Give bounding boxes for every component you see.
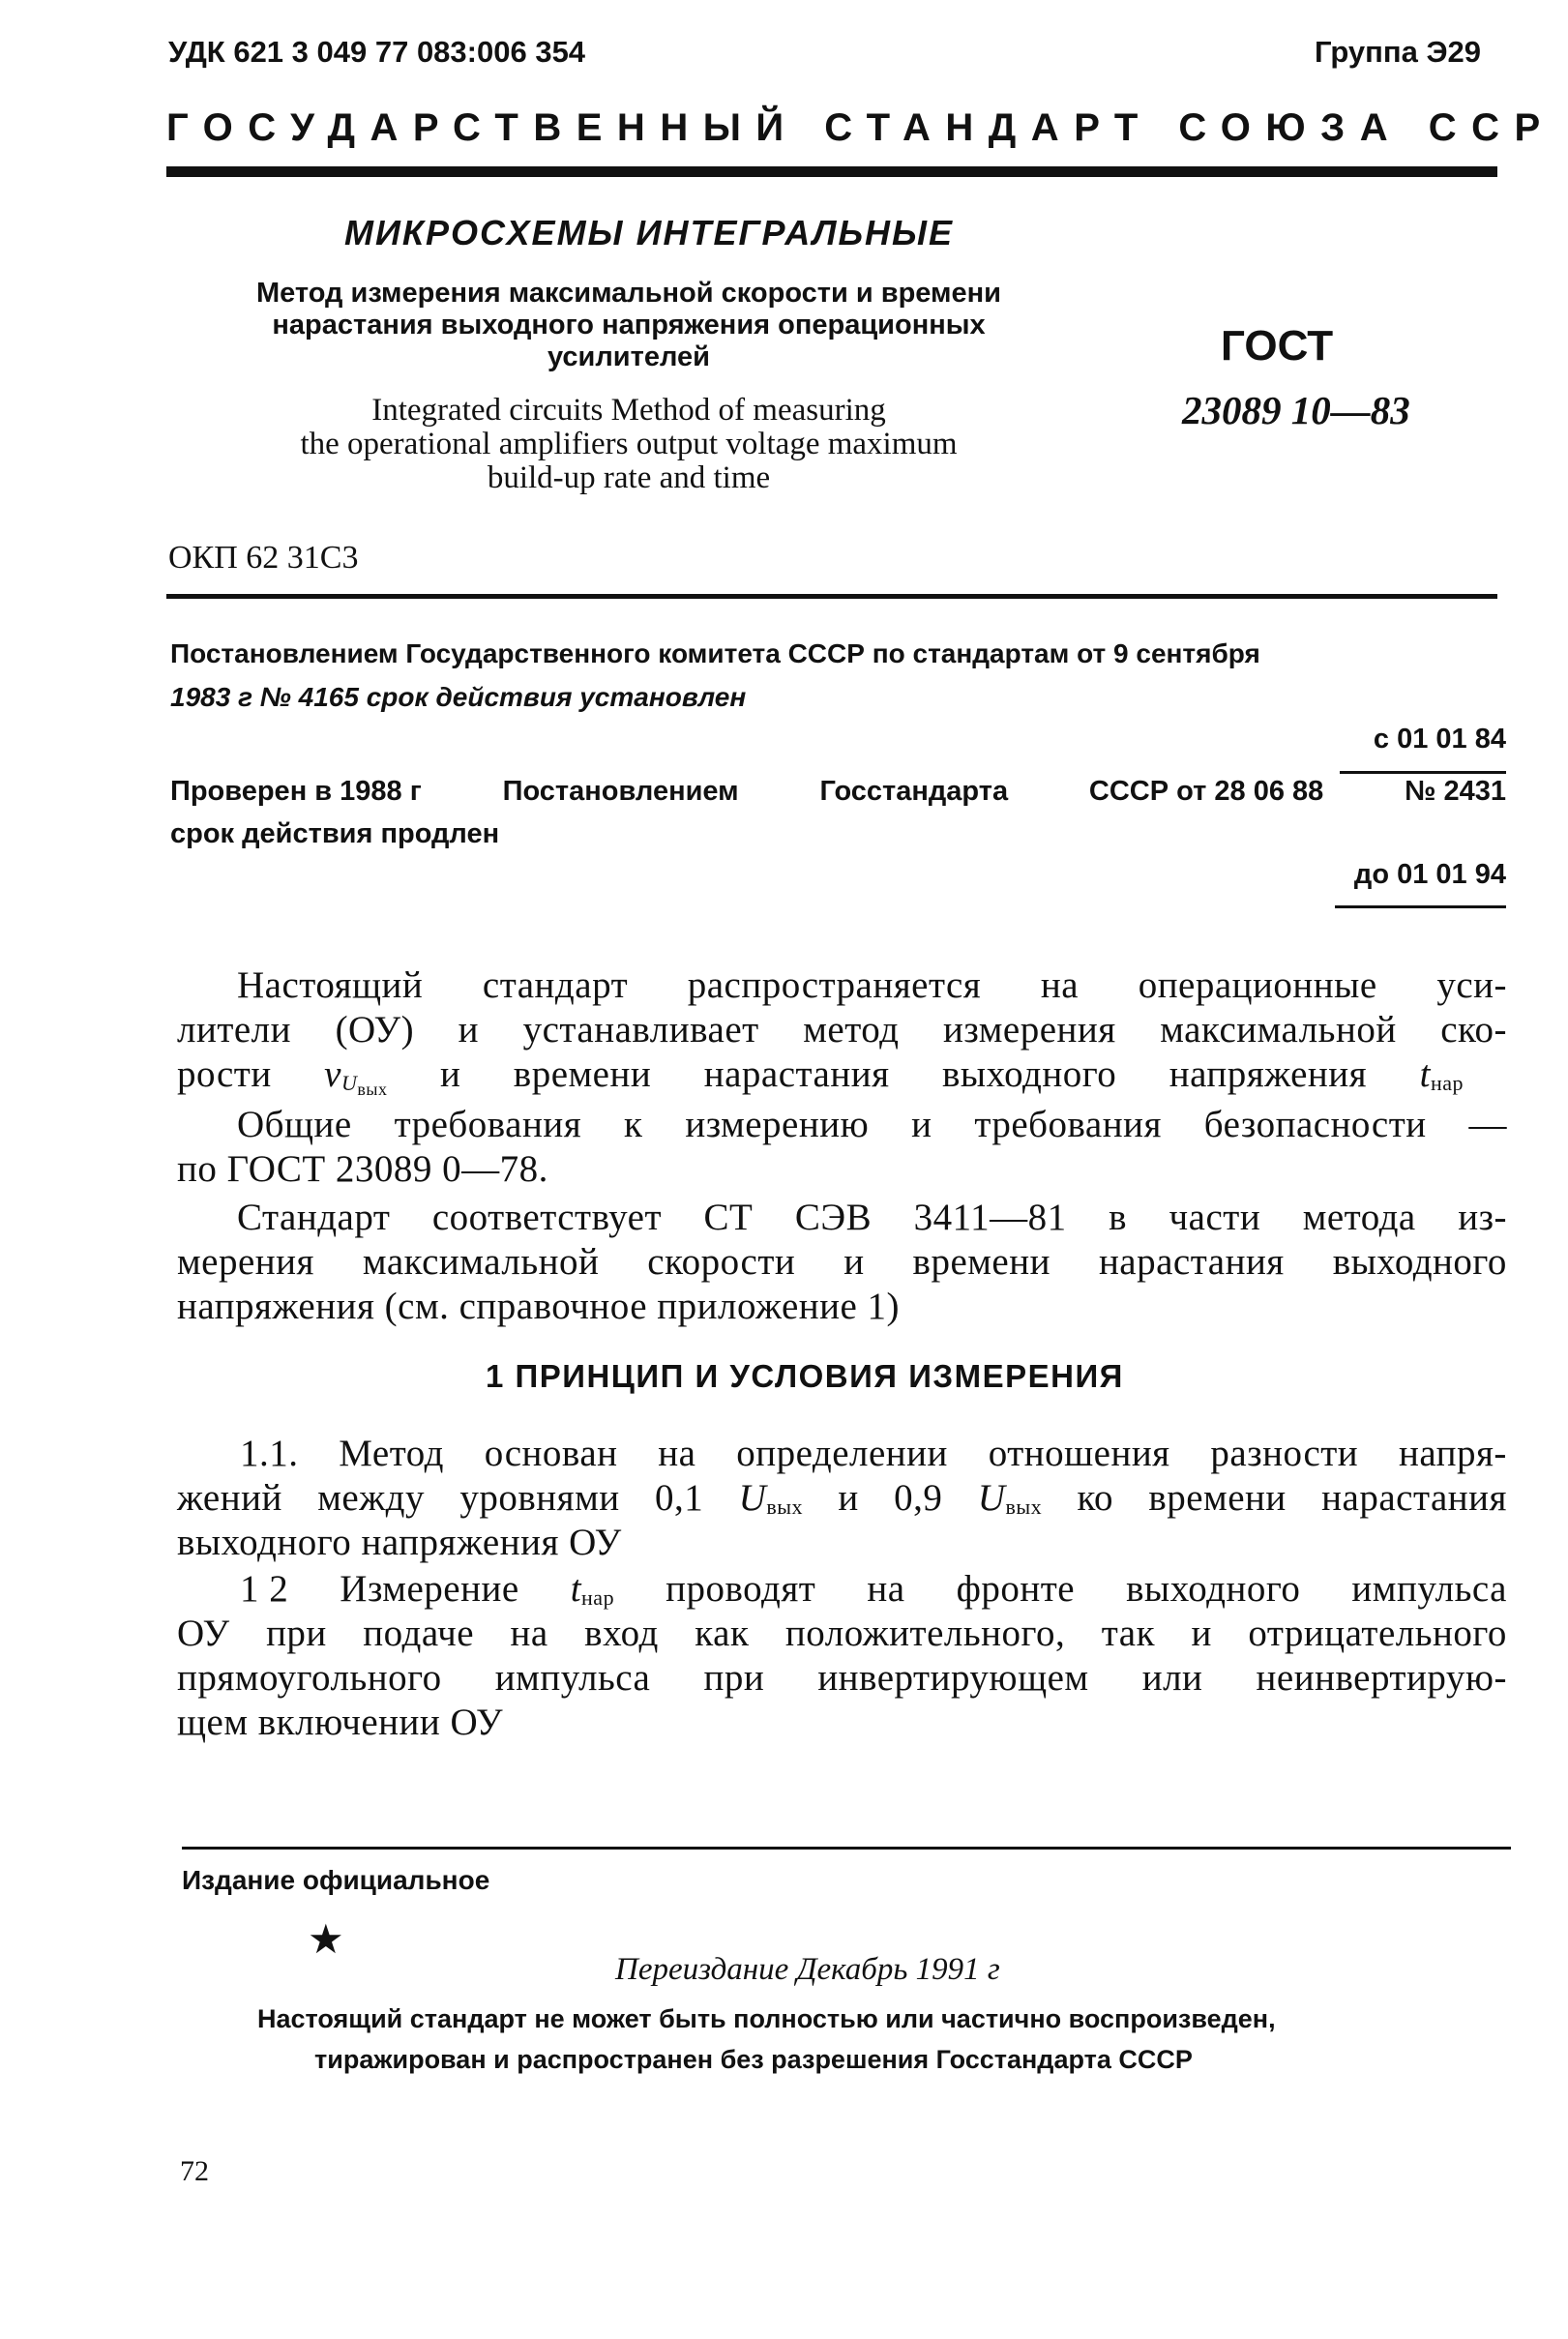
word: между	[317, 1477, 426, 1519]
var-t: t	[570, 1568, 582, 1610]
word: выходного	[1332, 1241, 1507, 1283]
var-u: U	[340, 1071, 358, 1095]
word: распространяется	[687, 964, 982, 1006]
word: соответствует	[431, 1197, 663, 1238]
word: устанавливает	[522, 1009, 759, 1051]
var-u: U	[738, 1477, 767, 1519]
word: операционные	[1138, 964, 1377, 1006]
word: стандарт	[482, 964, 629, 1006]
star-icon: ★	[308, 1915, 344, 1963]
word: —	[1468, 1104, 1507, 1145]
checked-word-2: Постановлением	[502, 776, 739, 807]
word: инвертирующем	[817, 1657, 1089, 1699]
word: выходного	[1126, 1568, 1301, 1610]
decree-checked-line-2: срок действия продлен	[170, 818, 500, 849]
title-ru-line-2: нарастания выходного напряжения операционных	[272, 310, 986, 340]
word: на	[658, 1433, 696, 1474]
word: метод	[803, 1009, 900, 1051]
var-sub: вых	[357, 1080, 388, 1099]
word: импульса	[1351, 1568, 1507, 1610]
intro-p1-line-1	[237, 963, 1507, 1008]
word: к	[624, 1104, 643, 1145]
checked-word-4: СССР от 28 06 88	[1088, 776, 1324, 807]
formula-u-out-2	[978, 1476, 1042, 1529]
title-en-line-1: Integrated circuits Method of measuring	[371, 393, 886, 428]
sec1-p12-line-4: щем включении ОУ	[177, 1702, 504, 1743]
intro-p3-line-3: напряжения (см. справочное приложение 1)	[177, 1286, 901, 1327]
word: проводят	[666, 1568, 816, 1610]
word: измерения	[943, 1009, 1116, 1051]
word: и	[843, 1241, 865, 1283]
var-u-sub: вых	[1005, 1495, 1043, 1519]
word: жений	[177, 1477, 282, 1519]
word: нарастания	[1098, 1241, 1285, 1283]
decree-number-underline	[1340, 771, 1506, 774]
sec1-p11-line-1	[240, 1432, 1507, 1476]
word: Измерение	[340, 1568, 519, 1610]
word: времени	[912, 1241, 1050, 1283]
word: ско-	[1440, 1009, 1507, 1051]
var-u-sub: вых	[766, 1495, 804, 1519]
title-block-rule	[166, 594, 1497, 599]
word: импульса	[494, 1657, 651, 1699]
value-0-1: 0,1	[655, 1477, 704, 1519]
word: напряжения	[1169, 1053, 1368, 1095]
udk-code: УДК 621 3 049 77 083:006 354	[168, 35, 586, 69]
sec1-p11-line-3: выходного напряжения ОУ	[177, 1522, 622, 1563]
word: положительного,	[784, 1613, 1066, 1654]
word: уси-	[1436, 964, 1507, 1006]
word: Стандарт	[237, 1197, 391, 1238]
word: безопасности	[1203, 1104, 1427, 1145]
intro-p2-line-2: по ГОСТ 23089 0—78.	[177, 1148, 548, 1190]
word: нарастания	[1321, 1477, 1507, 1519]
word: ОУ	[177, 1613, 230, 1654]
word: неинвертирую-	[1256, 1657, 1507, 1699]
footer-rule	[182, 1847, 1511, 1850]
word: отношения	[988, 1433, 1170, 1474]
official-edition-label: Издание официальное	[182, 1865, 490, 1895]
checked-word-3: Госстандарта	[819, 776, 1009, 807]
word: в	[1109, 1197, 1128, 1238]
decree-line-2: 1983 г № 4165 срок действия установлен	[170, 682, 747, 712]
word: на	[867, 1568, 905, 1610]
intro-p2-line-1	[237, 1103, 1507, 1147]
word: выходного	[942, 1053, 1117, 1095]
word: Настоящий	[237, 964, 424, 1006]
intro-p1-line-2	[177, 1008, 1507, 1052]
word: времени	[1148, 1477, 1287, 1519]
word: скорости	[647, 1241, 796, 1283]
title-en-line-3: build-up rate and time	[487, 460, 771, 495]
word: отрицательного	[1248, 1613, 1507, 1654]
word: времени	[513, 1053, 652, 1095]
var-u: U	[977, 1477, 1006, 1519]
word: напря-	[1398, 1433, 1507, 1474]
decree-line-1: Постановлением Государственного комитета СССР по стандартам от 9 сентября	[170, 638, 1260, 668]
word: как	[695, 1613, 750, 1654]
var-t-sub: нар	[1430, 1071, 1464, 1095]
word: и	[911, 1104, 932, 1145]
word: при	[266, 1613, 327, 1654]
word: 1.1.	[240, 1433, 299, 1474]
word: рости	[177, 1053, 272, 1095]
word: части	[1169, 1197, 1261, 1238]
word: ко	[1077, 1477, 1113, 1519]
title-ru-line-3: усилителей	[547, 341, 710, 372]
title-en	[193, 394, 1064, 495]
copyright-line-1: Настоящий стандарт не может быть полностью или частично воспроизведен,	[257, 2004, 1276, 2033]
title-en-line-2: the operational amplifiers output voltage maximum	[300, 427, 958, 461]
formula-u-out-1	[739, 1476, 803, 1529]
word: 3411—81	[913, 1197, 1067, 1238]
intro-p3-line-2	[177, 1240, 1507, 1285]
word: и	[838, 1477, 859, 1519]
copyright-line-2: тиражирован и распространен без разрешения Госстандарта СССР	[314, 2045, 1193, 2074]
intro-p3-line-1	[237, 1196, 1507, 1240]
word: при	[703, 1657, 765, 1699]
title-ru	[193, 278, 1064, 373]
header-thick-rule	[166, 166, 1497, 177]
var-v: v	[324, 1053, 341, 1095]
word: СЭВ	[794, 1197, 873, 1238]
reissue-note: Переиздание Декабрь 1991 г	[615, 1952, 1000, 1987]
word: измерению	[685, 1104, 870, 1145]
word: на	[1040, 964, 1080, 1006]
decree-until-date: до 01 01 94	[1353, 859, 1506, 890]
decree-checked-line	[170, 776, 1506, 808]
checked-word-1: Проверен в 1988 г	[170, 776, 422, 807]
word: требования	[974, 1104, 1162, 1145]
var-t-sub: нар	[581, 1585, 615, 1610]
state-standard-heading: ГОСУДАРСТВЕННЫЙ СТАНДАРТ СОЮЗА ССР	[166, 106, 1555, 149]
page-number: 72	[180, 2155, 209, 2187]
word: так	[1101, 1613, 1156, 1654]
doc-main-title: МИКРОСХЕМЫ ИНТЕГРАЛЬНЫЕ	[344, 213, 954, 252]
word: уровнями	[459, 1477, 620, 1519]
title-ru-line-1: Метод измерения максимальной скорости и времени	[256, 278, 1001, 309]
word: требования	[394, 1104, 582, 1145]
word: на	[510, 1613, 548, 1654]
value-0-9: 0,9	[894, 1477, 943, 1519]
word: или	[1141, 1657, 1203, 1699]
word: определении	[736, 1433, 948, 1474]
sec1-p12-line-2	[177, 1612, 1507, 1656]
word: мерения	[177, 1241, 314, 1283]
word: прямоугольного	[177, 1657, 442, 1699]
section-1-heading: 1 ПРИНЦИП И УСЛОВИЯ ИЗМЕРЕНИЯ	[486, 1358, 1124, 1394]
checked-word-5: № 2431	[1405, 776, 1506, 807]
word: 1 2	[240, 1568, 289, 1610]
word: максимальной	[362, 1241, 600, 1283]
var-t: t	[1419, 1053, 1431, 1095]
word: Метод	[339, 1433, 444, 1474]
sec1-p12-line-3	[177, 1656, 1507, 1701]
word: СТ	[703, 1197, 754, 1238]
word: и	[458, 1009, 480, 1051]
word: разности	[1210, 1433, 1359, 1474]
word: из-	[1458, 1197, 1507, 1238]
word: нарастания	[703, 1053, 890, 1095]
decree-from-date: с 01 01 84	[1373, 724, 1506, 755]
group-code: Группа Э29	[1315, 35, 1481, 69]
word: метода	[1302, 1197, 1416, 1238]
word: вход	[584, 1613, 659, 1654]
gost-number: 23089 10—83	[1182, 388, 1410, 432]
word: основан	[484, 1433, 618, 1474]
word: Общие	[237, 1104, 352, 1145]
word: максимальной	[1160, 1009, 1397, 1051]
word: и	[1191, 1613, 1212, 1654]
word: лители	[177, 1009, 292, 1051]
word: фронте	[956, 1568, 1076, 1610]
gost-label: ГОСТ	[1221, 322, 1334, 370]
word: (ОУ)	[335, 1009, 415, 1051]
word: подаче	[363, 1613, 475, 1654]
okp-code: ОКП 62 31С3	[168, 540, 359, 576]
word: и	[439, 1053, 461, 1095]
until-date-underline	[1335, 905, 1506, 908]
